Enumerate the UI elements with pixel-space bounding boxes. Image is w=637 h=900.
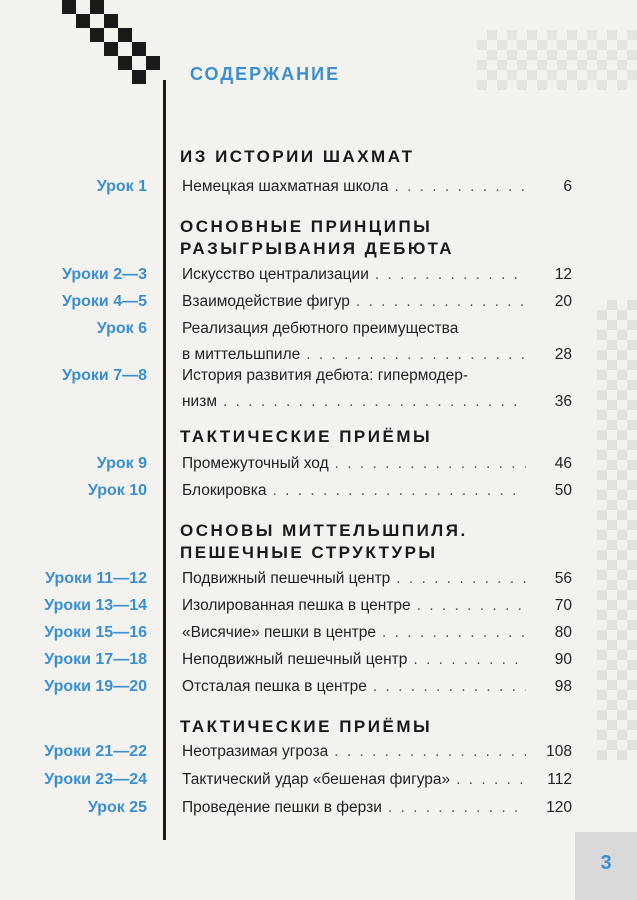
page-number-box [575, 832, 637, 900]
toc-entry[interactable]: Проведение пешки в ферзи . . . 120 [182, 795, 572, 821]
lesson-label: Уроки 2—3 [62, 266, 147, 283]
vertical-divider [163, 80, 166, 840]
toc-entry[interactable]: Тактический удар «бешеная фигура» . . . 112 [182, 767, 572, 793]
lesson-label: Уроки 19—20 [44, 678, 147, 695]
lesson-label: Уроки 17—18 [44, 651, 147, 668]
toc-entry[interactable]: Отсталая пешка в центре . . . 98 [182, 674, 572, 700]
lesson-label: Уроки 4—5 [62, 293, 147, 310]
toc-entry[interactable]: Блокировка . . . 50 [182, 478, 572, 504]
lesson-label: Урок 6 [96, 320, 147, 337]
lesson-label: Уроки 13—14 [44, 597, 147, 614]
toc-entry[interactable]: История развития дебюта: гипермодер- низм . . . 36 [182, 363, 572, 415]
lesson-label: Урок 25 [87, 799, 147, 816]
toc-entry[interactable]: Промежуточный ход . . . 46 [182, 451, 572, 477]
page-title: СОДЕРЖАНИЕ [190, 64, 341, 84]
lesson-label: Уроки 7—8 [62, 367, 147, 384]
toc-entry[interactable]: Неподвижный пешечный центр . . . 90 [182, 647, 572, 673]
section-heading: ОСНОВНЫЕ ПРИНЦИПЫ РАЗЫГРЫВАНИЯ ДЕБЮТА [180, 217, 455, 258]
lesson-label: Уроки 21—22 [44, 743, 147, 760]
toc-entry[interactable]: Неотразимая угроза . . . 108 [182, 739, 572, 765]
section-heading: ОСНОВЫ МИТТЕЛЬШПИЛЯ. ПЕШЕЧНЫЕ СТРУКТУРЫ [180, 521, 468, 562]
lesson-label: Урок 10 [87, 482, 147, 499]
section-heading: ТАКТИЧЕСКИЕ ПРИЁМЫ [180, 717, 433, 736]
toc-entry[interactable]: Взаимодействие фигур . . . 20 [182, 289, 572, 315]
toc-entry[interactable]: «Висячие» пешки в центре . . . 80 [182, 620, 572, 646]
lesson-label: Уроки 23—24 [44, 771, 147, 788]
checker-decoration-right [597, 300, 637, 760]
toc-entry[interactable]: Реализация дебютного преимущества в миттельшпиле . . . 28 [182, 316, 572, 368]
toc-entry[interactable]: Искусство централизации . . . 12 [182, 262, 572, 288]
page-number: 3 [600, 852, 612, 874]
section-heading: ТАКТИЧЕСКИЕ ПРИЁМЫ [180, 427, 433, 446]
lesson-label: Уроки 11—12 [45, 570, 147, 587]
toc-entry[interactable]: Подвижный пешечный центр . . . 56 [182, 566, 572, 592]
toc-entry[interactable]: Немецкая шахматная школа . . . 6 [182, 174, 572, 200]
lesson-label: Урок 9 [96, 455, 147, 472]
lesson-label: Уроки 15—16 [44, 624, 147, 641]
lesson-label: Урок 1 [96, 178, 147, 195]
checker-decoration-top [477, 30, 637, 90]
section-heading: ИЗ ИСТОРИИ ШАХМАТ [180, 147, 415, 166]
toc-entry[interactable]: Изолированная пешка в центре . . . 70 [182, 593, 572, 619]
